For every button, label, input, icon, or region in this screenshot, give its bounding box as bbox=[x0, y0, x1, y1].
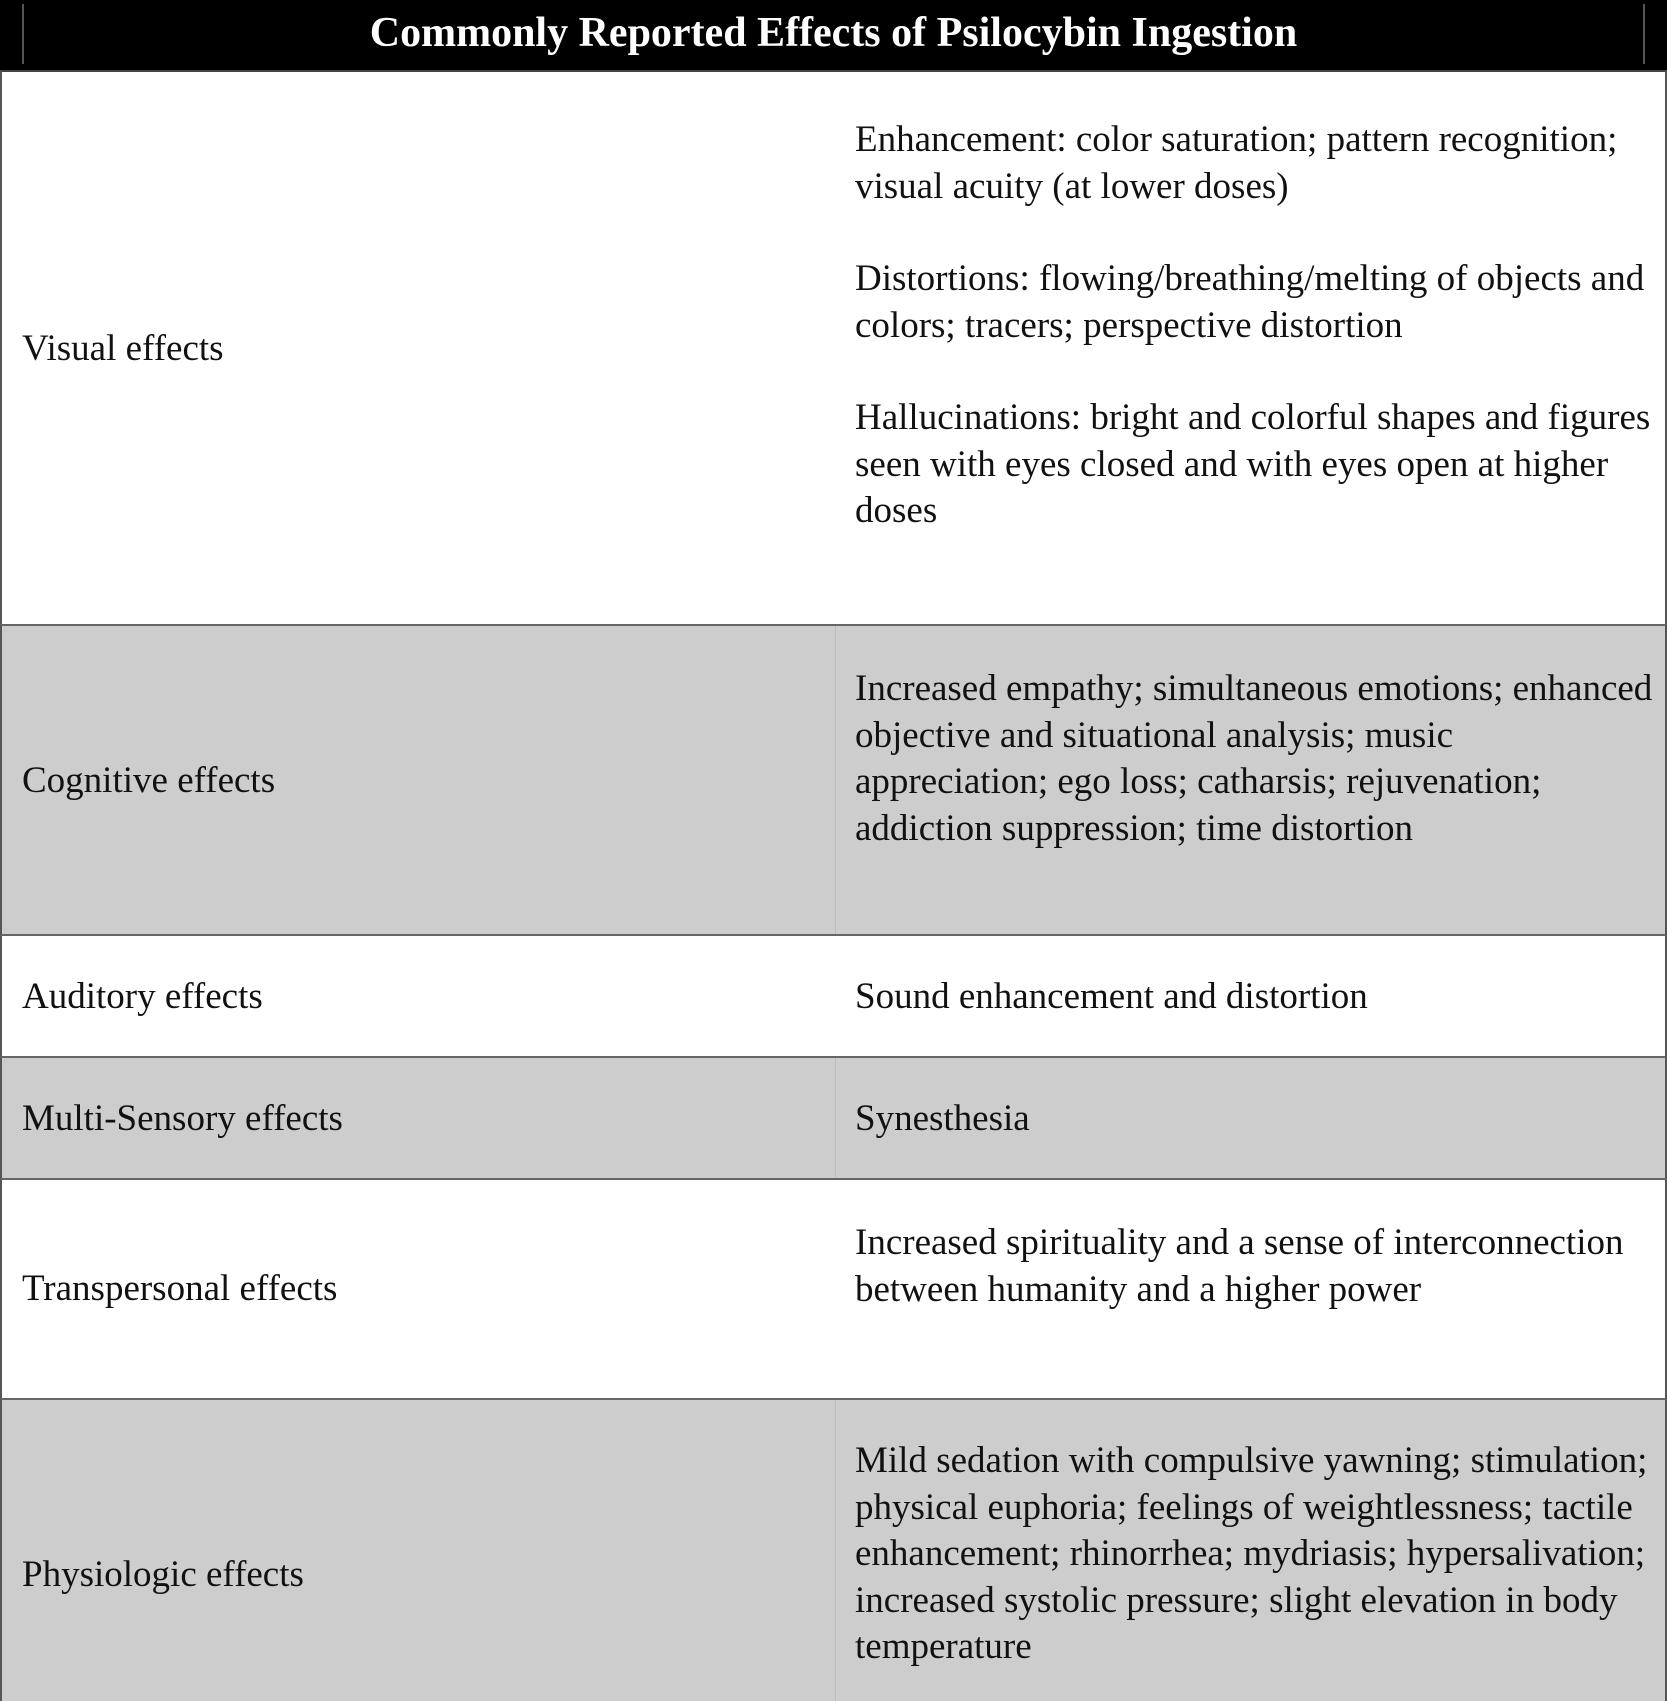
auditory-effects-text: Sound enhancement and distortion bbox=[855, 976, 1368, 1017]
row-description-multisensory bbox=[855, 1096, 1655, 1143]
multisensory-effects-text: Synesthesia bbox=[855, 1098, 1030, 1139]
cognitive-effects-text: Increased empathy; simultaneous emotions; enhanced objective and situational analysis; music appreciation; ego loss; catharsis; rejuvenation; addiction suppression; time distortion bbox=[855, 668, 1653, 849]
table-row-auditory bbox=[0, 936, 1667, 1058]
table-title: Commonly Reported Effects of Psilocybin Ingestion bbox=[369, 10, 1298, 56]
table-title-bar bbox=[0, 0, 1667, 70]
row-label-visual: Visual effects bbox=[22, 328, 224, 369]
row-label-auditory: Auditory effects bbox=[22, 976, 263, 1017]
row-label-cognitive: Cognitive effects bbox=[22, 760, 276, 801]
visual-enhancement-text: Enhancement: color saturation; pattern recognition; visual acuity (at lower doses) bbox=[855, 119, 1618, 207]
physiologic-effects-text: Mild sedation with compulsive yawning; stimulation; physical euphoria; feelings of weightlessness; tactile enhancement; rhinorrhea; mydriasis; hypersalivation; increased systolic pressure; slight elevation in body temperature bbox=[855, 1440, 1648, 1667]
table-row-visual bbox=[0, 70, 1667, 626]
row-label-multisensory: Multi-Sensory effects bbox=[22, 1098, 343, 1139]
row-label-transpersonal: Transpersonal effects bbox=[22, 1268, 338, 1309]
row-description-physiologic bbox=[855, 1438, 1655, 1671]
table-row-multisensory bbox=[0, 1058, 1667, 1180]
row-description-transpersonal bbox=[855, 1220, 1655, 1313]
table-row-cognitive bbox=[0, 624, 1667, 936]
row-description-visual bbox=[855, 117, 1655, 535]
visual-hallucinations-text: Hallucinations: bright and colorful shapes and figures seen with eyes closed and with eyes open at higher doses bbox=[855, 397, 1651, 531]
table-row-transpersonal bbox=[0, 1180, 1667, 1400]
table-row-physiologic bbox=[0, 1400, 1667, 1701]
transpersonal-effects-text: Increased spirituality and a sense of interconnection between humanity and a higher power bbox=[855, 1222, 1624, 1310]
row-description-auditory bbox=[855, 974, 1655, 1021]
row-label-physiologic: Physiologic effects bbox=[22, 1554, 304, 1595]
visual-distortions-text: Distortions: flowing/breathing/melting of objects and colors; tracers; perspective distortion bbox=[855, 258, 1645, 346]
row-description-cognitive bbox=[855, 666, 1655, 852]
